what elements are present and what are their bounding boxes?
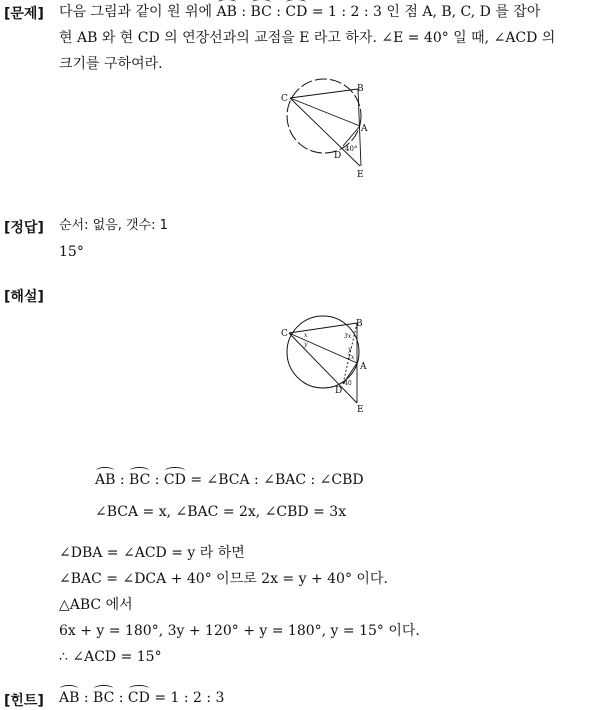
fig2-2x-label: 2x xyxy=(347,354,355,361)
answer-meta: 순서: 없음, 갯수: 1 xyxy=(59,218,168,233)
fig1-label-a: A xyxy=(361,124,368,134)
fig2-y2-label: y xyxy=(348,346,352,353)
fig2-label-d: D xyxy=(335,386,343,396)
explanation-eq1: AB : BC : CD = ∠BCA : ∠BAC : ∠CBD xyxy=(95,472,364,488)
hint-arc-cd: CD xyxy=(127,690,150,706)
hint-rest: = 1 : 2 : 3 xyxy=(154,690,225,706)
hint-arc-ab: AB xyxy=(59,690,80,706)
fig2-x-label: x xyxy=(304,332,308,339)
fig2-label-a: A xyxy=(360,362,367,372)
fig1-label-b: B xyxy=(357,84,364,94)
fig2-label-b: B xyxy=(356,319,363,329)
explanation-line-2: ∠BAC = ∠DCA + 40° 이므로 2x = y + 40° 이다. xyxy=(59,571,388,587)
fig2-y-label: y xyxy=(304,341,308,348)
fig2-label-e: E xyxy=(357,405,364,415)
explanation-eq2: ∠BCA = x, ∠BAC = 2x, ∠CBD = 3x xyxy=(95,504,347,520)
arc-cd: CD xyxy=(285,4,308,20)
chord-cb xyxy=(290,89,358,98)
line-ce xyxy=(290,98,360,166)
answer-label: [정답] xyxy=(4,220,44,236)
fig1-angle-label: 40° xyxy=(345,145,358,153)
problem-label: [문제] xyxy=(4,6,44,22)
fig2-label-c: C xyxy=(281,329,288,339)
hint-label: [힌트] xyxy=(4,693,44,709)
explanation-label: [해설] xyxy=(4,289,44,305)
fig2-line-ce xyxy=(289,333,357,403)
eq1-arc-bc: BC xyxy=(129,472,151,488)
explanation-line-1: ∠DBA = ∠ACD = y 라 하면 xyxy=(59,545,245,561)
hint-arc-bc: BC xyxy=(93,690,115,706)
eq1-rest: = ∠BCA : ∠BAC : ∠CBD xyxy=(190,472,364,488)
answer-value: 15° xyxy=(59,244,84,260)
eq1-arc-ab: AB xyxy=(95,472,116,488)
problem-line-2: 현 AB 와 현 CD 의 연장선과의 교점을 E 라고 하자. ∠E = 40° 일 때, ∠ACD 의 xyxy=(59,30,556,46)
explanation-line-4: 6x + y = 180°, 3y + 120° + y = 180°, y = 15° 이다. xyxy=(59,623,420,639)
fig2-angle-label: 40 xyxy=(344,380,352,387)
arc-bc: BC xyxy=(250,4,272,20)
eq1-arc-cd: CD xyxy=(163,472,186,488)
explanation-line-5: ∴ ∠ACD = 15° xyxy=(59,649,162,665)
arc-ab: AB xyxy=(216,4,237,20)
problem-line-1: 다음 그림과 같이 원 위에 AB : BC : CD = 1 : 2 : 3 인 점 A, B, C, D 를 잡아 xyxy=(59,4,541,20)
problem-ratio: = 1 : 2 : 3 인 점 A, B, C, D 를 잡아 xyxy=(311,4,541,20)
fig1-label-c: C xyxy=(281,94,288,104)
chord-da xyxy=(343,126,360,146)
explanation-line-3: △ABC 에서 xyxy=(59,597,133,613)
hint-equation: AB : BC : CD = 1 : 2 : 3 xyxy=(59,690,225,706)
fig1-label-e: E xyxy=(357,170,364,180)
chord-ca xyxy=(290,98,360,126)
problem-line1-text: 다음 그림과 같이 원 위에 xyxy=(59,4,213,20)
problem-figure xyxy=(272,78,382,180)
fig2-3x-label: 3x xyxy=(344,333,352,340)
problem-line-3: 크기를 구하여라. xyxy=(59,56,163,72)
fig1-label-d: D xyxy=(334,151,342,161)
explanation-figure xyxy=(272,310,382,416)
